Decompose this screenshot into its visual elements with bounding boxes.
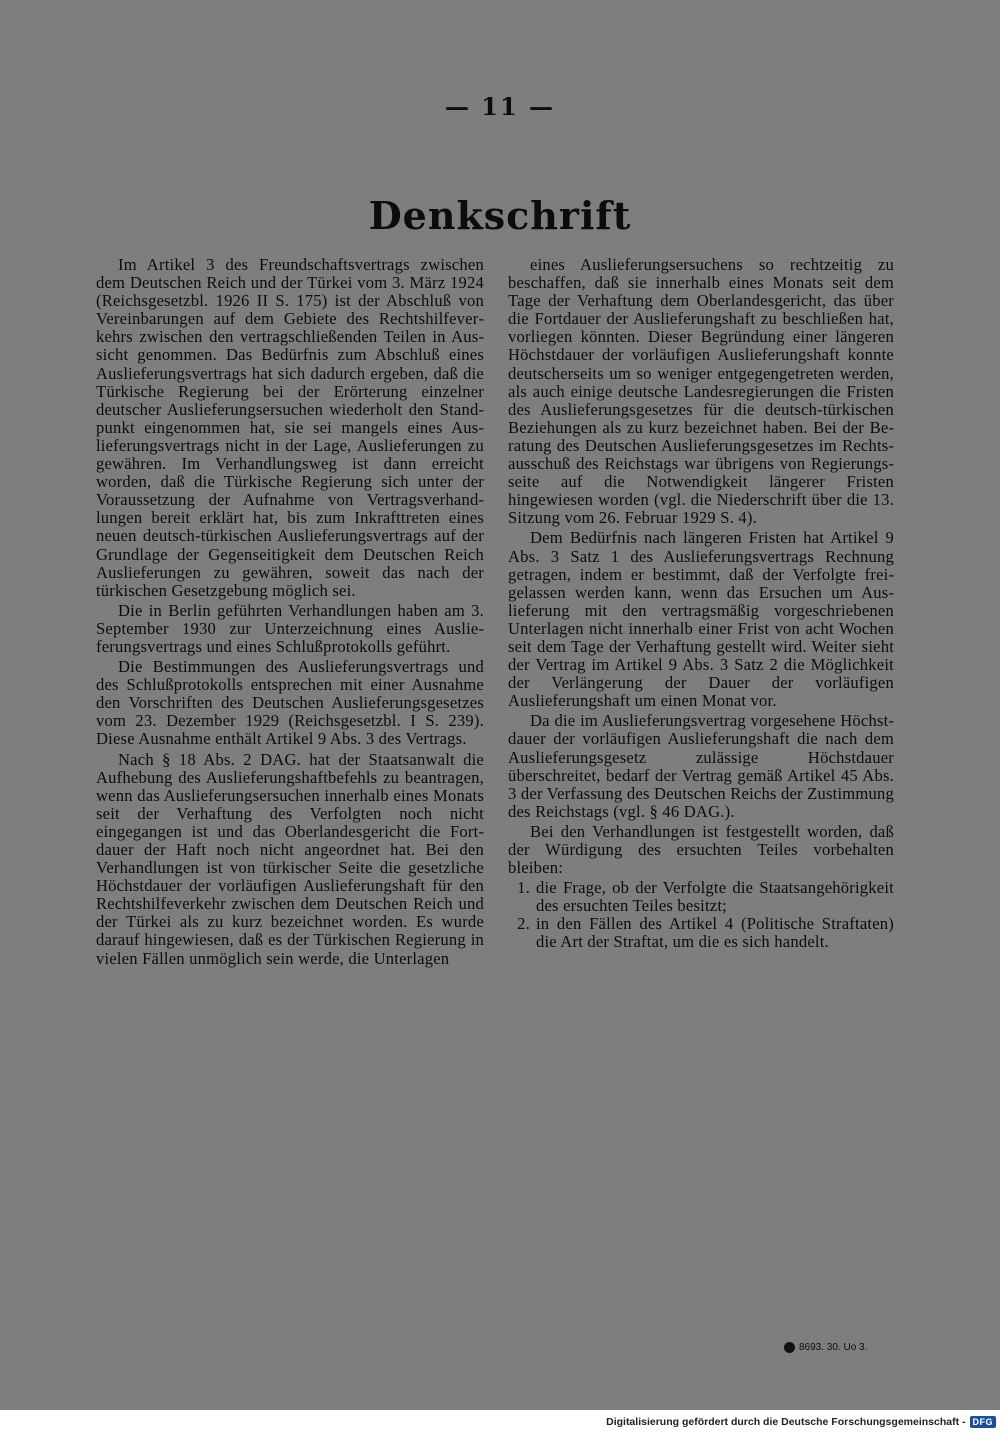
list-item — [508, 879, 894, 915]
footer-bar — [0, 1410, 1000, 1434]
paragraph: Im Artikel 3 des Freundschaftsvertrags zwischen dem Deutschen Reich und der Türkei vom 3. März 1924 (Reichsgesetzbl. 1926 II S. 175) ist der Abschluß von Vereinbarungen auf dem Gebiete des Rechtshilfeverkehrs zwischen den vertragschließenden Teilen in Aussicht genommen. Das Bedürfnis zum Abschluß eines Auslieferungsvertrags hat sich dadurch ergeben, daß die Türkische Regierung bei der Erörterung einzelner deutscher Auslieferungsersuchen wiederholt den Standpunkt eingenommen hat, sie sei mangels eines Auslieferungsvertrags nicht in der Lage, Auslieferungen zu gewähren. Im Verhandlungsweg ist dann erreicht worden, daß die Türkische Regierung sich unter der Voraussetzung der Aufnahme von Vertragsverhandlungen bereit erklärt hat, bis zum Inkrafttreten eines neuen deutsch-türkischen Auslieferungsvertrags auf der Grundlage der Gegenseitigkeit dem Deutschen Reich Auslieferungen zu gewähren, soweit das nach der türkischen Gesetzgebung möglich sei. — [96, 255, 484, 600]
paragraph: Die in Berlin geführten Verhandlungen haben am 3. September 1930 zur Unterzeichnung eines Auslieferungsvertrags und eines Schlußprotokolls geführt. — [96, 600, 484, 656]
list-number: 1. — [517, 878, 530, 898]
print-code-text: 8693. 30. Uo 3. — [799, 1342, 868, 1353]
list-text: in den Fällen des Artikel 4 (Politische Straftaten) die Art der Straftat, um die es sich handelt. — [536, 914, 894, 952]
paragraph: eines Auslieferungsersuchens so rechtzeitig zu beschaffen, daß sie innerhalb eines Monats seit dem Tage der Verhaftung dem Oberlandesgericht, das über die Fortdauer der Auslieferungshaft zu beschließen hat, vorliegen könnten. Dieser Begründung einer längeren Höchstdauer der vorläufigen Auslieferungshaft konnte deutscherseits um so weniger entgegengetreten werden, als auch einige deutsche Landesregierungen die Fristen des Auslieferungsgesetzes für die deutsch-türkischen Beziehungen als zu kurz bezeichnet haben. Bei der Beratung des Deutschen Auslieferungsgesetzes im Rechtsausschuß des Reichstags war übrigens von Regierungsseite auf die Notwendigkeit längerer Fristen hingewiesen worden (vgl. die Niederschrift über die 13. Sitzung vom 26. Februar 1929 S. 4). — [508, 255, 894, 528]
dfg-logo-icon[interactable]: DFG — [970, 1416, 997, 1428]
left-column — [96, 256, 484, 970]
list-text: die Frage, ob der Verfolgte die Staatsangehörigkeit des ersuchten Teiles besitzt; — [536, 878, 894, 916]
list-number: 2. — [517, 914, 530, 934]
paragraph: Bei den Verhandlungen ist festgestellt worden, daß der Würdigung des ersuchten Teiles vorbehalten bleiben: — [508, 821, 894, 878]
footer-text: Digitalisierung gefördert durch die Deutsche Forschungsgemeinschaft - — [606, 1416, 966, 1428]
page-title: Denkschrift — [368, 193, 632, 238]
numbered-list — [508, 879, 894, 951]
paragraph: Dem Bedürfnis nach längeren Fristen hat Artikel 9 Abs. 3 Satz 1 des Auslieferungsvertrags Rechnung getragen, indem er bestimmt, daß der Verfolgte freigelassen werden kann, wenn das Ersuchen um Auslieferung mit den vertragsmäßig vorgeschriebenen Unterlagen nicht innerhalb einer Frist von acht Wochen seit dem Tage der Verhaftung gestellt wird. Weiter sieht der Vertrag im Artikel 9 Abs. 3 Satz 2 die Möglichkeit der Verlängerung der Dauer der vorläufigen Auslieferungshaft um einen Monat vor. — [508, 528, 894, 711]
paragraph: Die Bestimmungen des Auslieferungsvertrags und des Schlußprotokolls entsprechen mit einer Ausnahme den Vorschriften des Deutschen Auslieferungsgesetzes vom 23. Dezember 1929 (Reichsgesetzbl. I S. 239). Diese Ausnahme enthält Artikel 9 Abs. 3 des Vertrags. — [96, 657, 484, 749]
page-number: — 11 — — [444, 92, 556, 121]
list-item — [508, 915, 894, 951]
right-column — [508, 256, 894, 952]
print-code — [784, 1342, 867, 1353]
paragraph: Da die im Auslieferungsvertrag vorgesehene Höchstdauer der vorläufigen Auslieferungshaft die nach dem Auslieferungsgesetz zulässige Höchstdauer überschreitet, bedarf der Vertrag gemäß Artikel 45 Abs. 3 der Verfassung des Deutschen Reichs der Zustimmung des Reichstags (vgl. § 46 DAG.). — [508, 711, 894, 821]
printer-mark-icon — [784, 1342, 795, 1353]
paragraph: Nach § 18 Abs. 2 DAG. hat der Staatsanwalt die Aufhebung des Auslieferungshaftbefehls zu beantragen, wenn das Auslieferungsersuchen innerhalb eines Monats seit der Verhaftung des Verfolgten noch nicht eingegangen ist und das Oberlandesgericht die Fortdauer der Haft noch nicht angeordnet hat. Bei den Verhandlungen ist von türkischer Seite die gesetzliche Höchstdauer der vorläufigen Auslieferungshaft für den Rechtshilfeverkehr zwischen dem Deutschen Reich und der Türkei als zu kurz bezeichnet worden. Es wurde darauf hingewiesen, daß es der Türkischen Regierung in vielen Fällen unmöglich sein werde, die Unterlagen — [96, 749, 484, 968]
